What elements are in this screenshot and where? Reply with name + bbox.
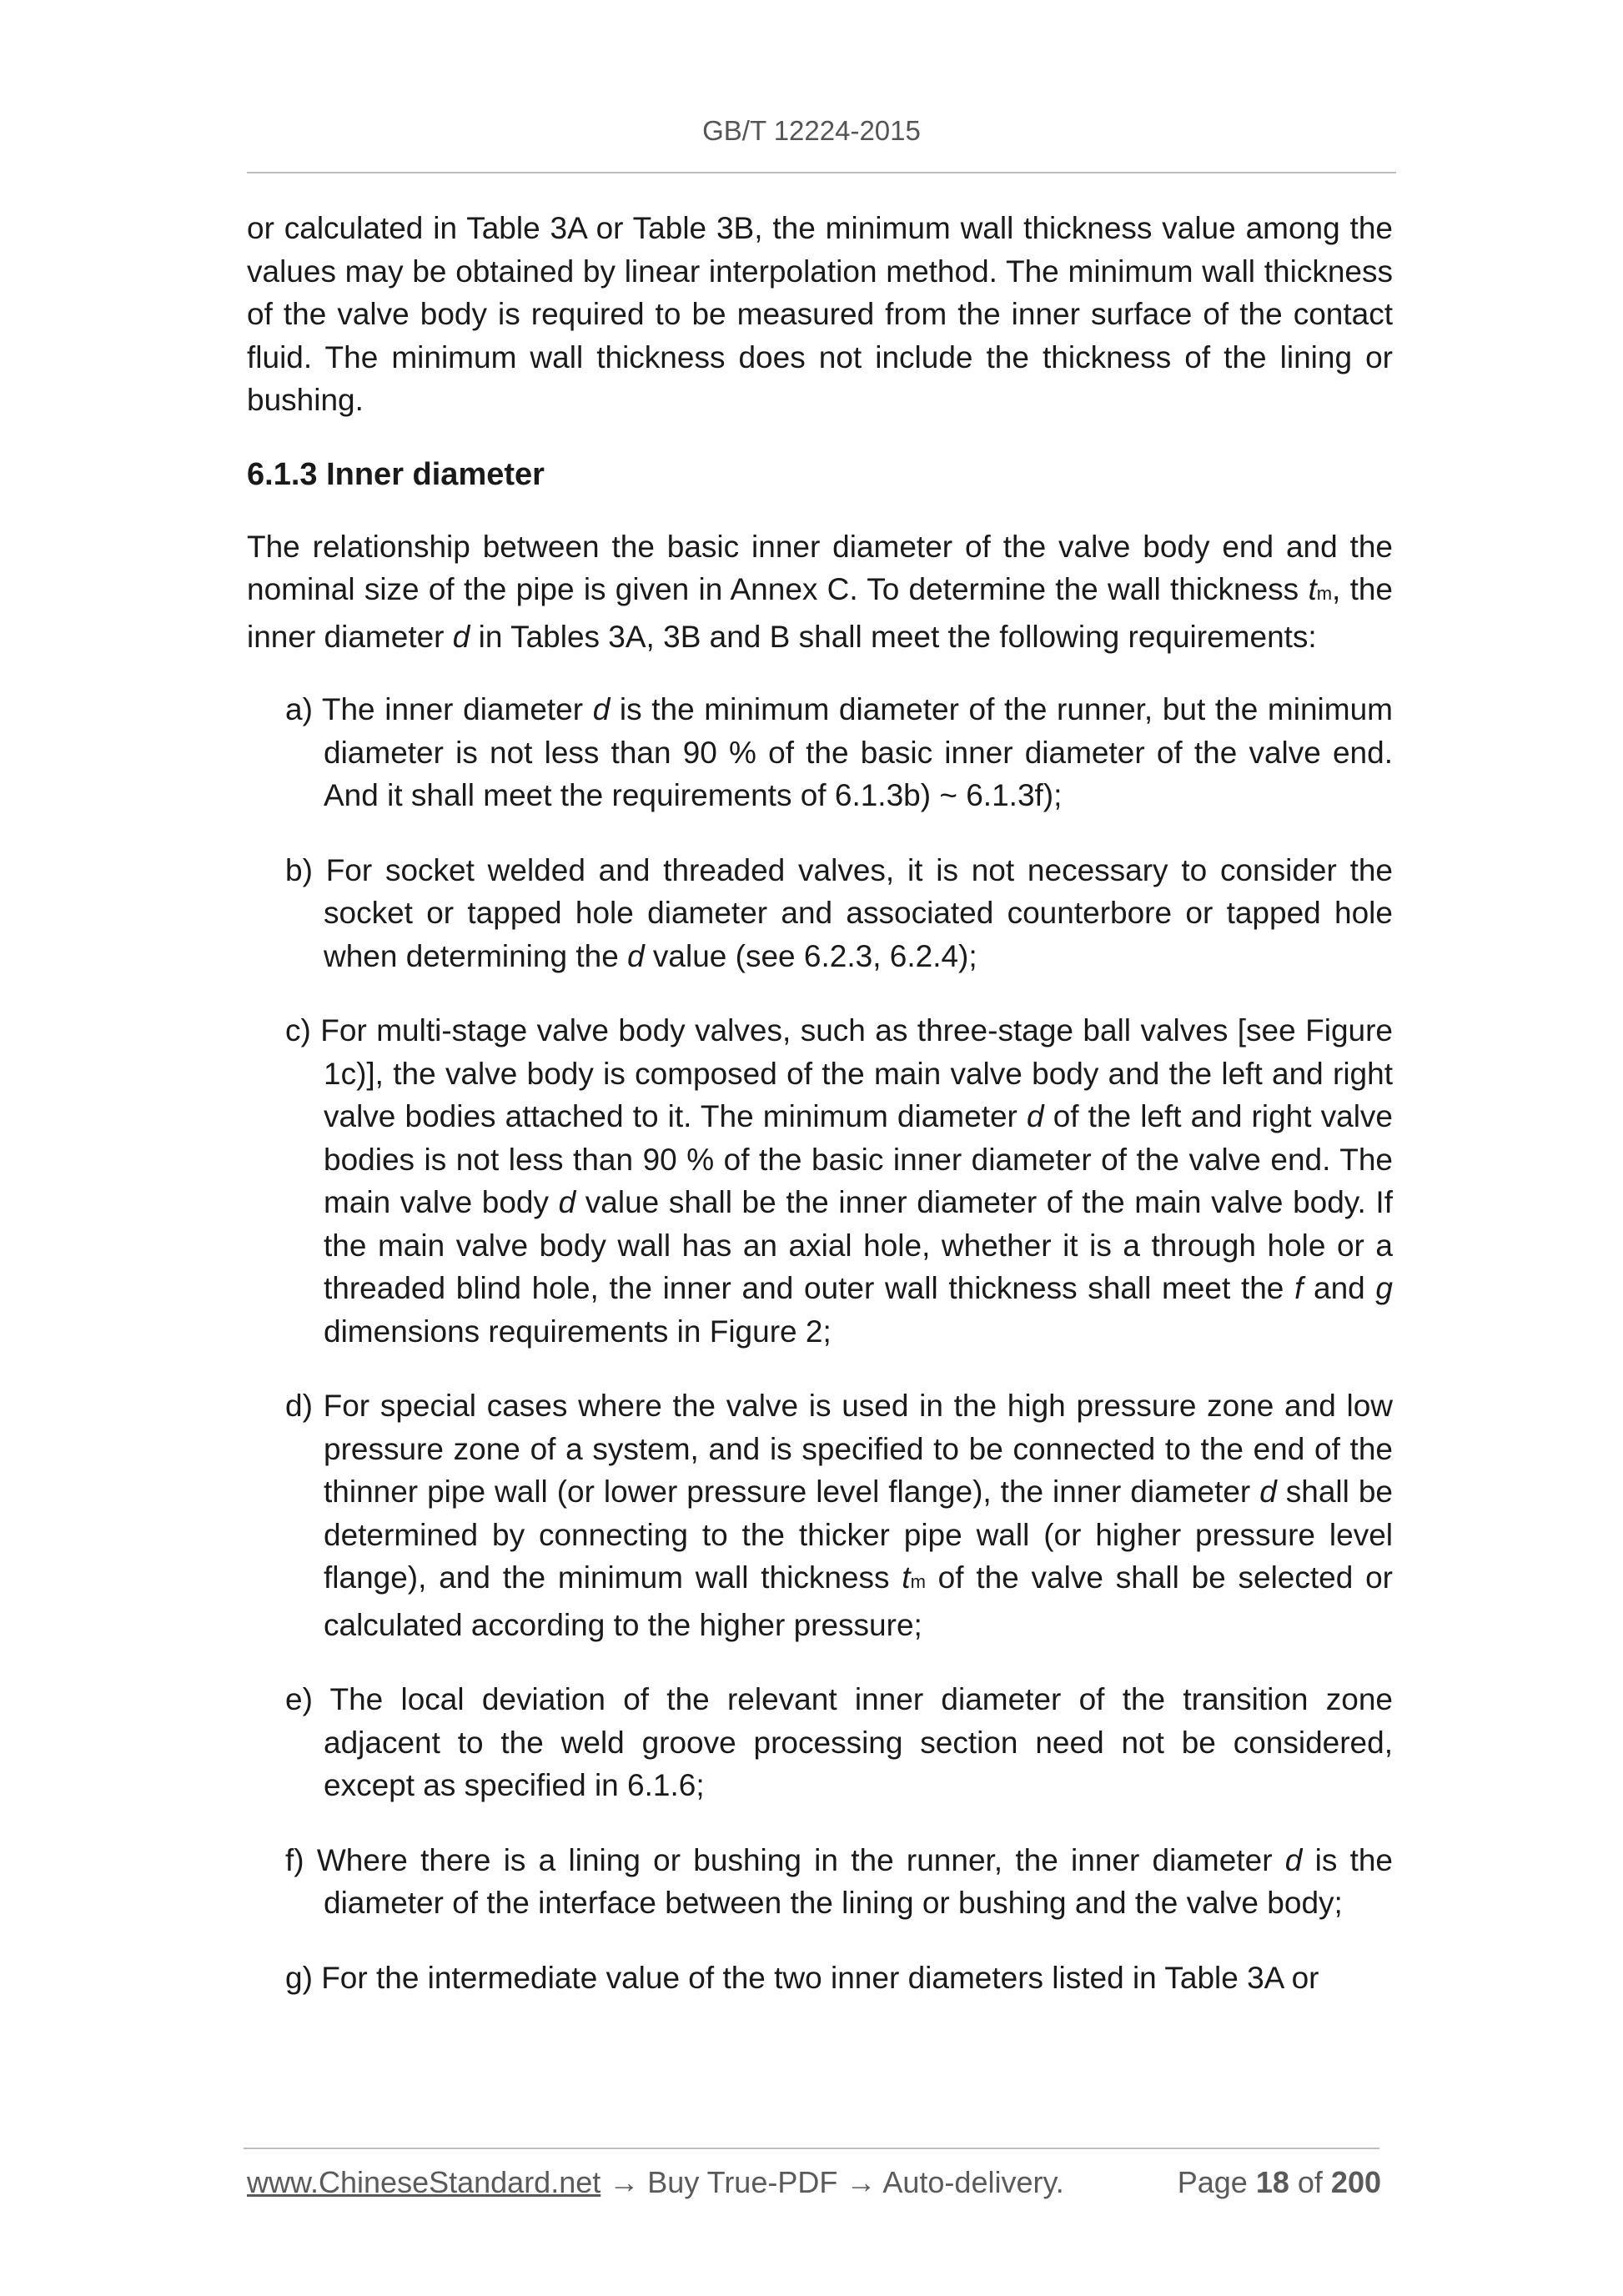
item-label: g) [285,1960,313,1995]
list-item-e [285,1678,1393,1807]
g-symbol: g [1375,1271,1393,1305]
intro-paragraph: or calculated in Table 3A or Table 3B, the minimum wall thickness value among the values may be obtained by linear interpolation method. The minimum wall thickness of the valve body is required to be measured from the inner surface of the contact fluid. The minimum wall thickness does not include the thickness of the lining or bushing. [247,211,1393,417]
text-run: , the inner diameter [247,572,1394,654]
text-run: For socket welded and threaded valves, it is not necessary to consider the socket or tapped hole diameter and associated counterbore or tapped hole when determining the [324,852,1394,973]
document-id: GB/T 12224-2015 [702,115,921,146]
total-pages: 200 [1330,2165,1381,2199]
t-symbol: t [1308,572,1317,606]
text-run: shall be determined by connecting to the thicker pipe wall (or higher pressure level flange), and the minimum wall thickness [324,1475,1393,1595]
m-subscript: m [1316,583,1333,604]
d-symbol: d [627,938,645,973]
list-item-d [285,1384,1393,1646]
text-run: For special cases where the valve is used in the high pressure zone and low pressure zone of a system, and is specified to be connected to the end of the thinner pipe wall (or lower pressure level flange), the inner diameter [323,1389,1393,1509]
requirements-list [247,688,1393,1999]
m-subscript: m [910,1571,926,1592]
item-label: f) [285,1842,304,1877]
d-symbol: d [558,1185,576,1219]
buy-text: Buy True-PDF [647,2165,838,2199]
d-symbol: d [452,619,470,654]
text-run: Where there is a lining or bushing in the runner, the inner diameter [316,1842,1285,1877]
text-run: in Tables 3A, 3B and B shall meet the following requirements: [470,619,1317,654]
page-label: Page [1177,2165,1248,2199]
text-run: The local deviation of the relevant inner diameter of the transition zone adjacent to the weld groove processing section need not be considered, except as specified in 6.1.6; [324,1682,1393,1802]
item-label: b) [285,852,313,887]
text-run: The inner diameter [321,692,593,726]
text-run: of the left and right valve bodies is not less than 90 % of the basic inner diameter of the valve end. The main valve body [324,1099,1393,1219]
page-number [1178,2165,1381,2200]
f-symbol: f [1294,1271,1304,1305]
website-link[interactable]: www.ChineseStandard.net [247,2165,601,2199]
auto-delivery-text: Auto-delivery. [882,2165,1064,2199]
footer-promo [247,2165,1064,2200]
text-run: The relationship between the basic inner diameter of the valve body end and the nominal size of the pipe is given in Annex C. To determine the wall thickness [247,529,1393,606]
page-body [247,207,1393,2031]
header-divider [247,172,1396,173]
t-symbol: t [902,1560,911,1595]
section-paragraph [247,525,1393,659]
arrow-icon: → [846,2165,877,2199]
text-run: is the minimum diameter of the runner, but the minimum diameter is not less than 90 % of the basic inner diameter of the valve end. And it shall meet the requirements of 6.1.3b) ~ 6.1.3f); [324,692,1393,812]
text-run: For the intermediate value of the two inner diameters listed in Table 3A or [321,1960,1319,1995]
list-item-f [285,1839,1393,1925]
current-page: 18 [1255,2165,1289,2199]
item-label: e) [285,1682,313,1716]
text-run: For multi-stage valve body valves, such as three-stage ball valves [see Figure 1c)], the valve body is composed of the main valve body and the left and right valve bodies attached to it. The minimum diameter [320,1013,1394,1133]
footer-divider [244,2148,1379,2149]
d-symbol: d [1027,1099,1044,1133]
d-symbol: d [1284,1842,1303,1877]
text-run: of the valve shall be selected or calculated according to the higher pressure; [324,1560,1393,1642]
text-run: value shall be the inner diameter of the main valve body. If the main valve body wall has an axial hole, whether it is a through hole or a threaded blind hole, the inner and outer wall thickness shall meet the [324,1185,1393,1305]
arrow-icon: → [609,2165,640,2199]
text-run: and [1303,1271,1376,1305]
section-heading: 6.1.3 Inner diameter [247,456,545,492]
list-item-g [285,1957,1393,2000]
document-header [0,115,1623,147]
page-footer [247,2165,1381,2207]
d-symbol: d [1259,1475,1277,1509]
list-item-c [285,1009,1393,1353]
list-item-a [285,688,1393,817]
of-label: of [1297,2165,1323,2199]
d-symbol: d [592,692,611,726]
list-item-b [285,849,1393,978]
text-run: dimensions requirements in Figure 2; [324,1314,832,1349]
item-label: d) [285,1389,313,1423]
text-run: value (see 6.2.3, 6.2.4); [644,938,977,973]
item-label: a) [285,692,313,726]
item-label: c) [285,1013,311,1048]
text-run: is the diameter of the interface between the lining or bushing and the valve body; [324,1842,1394,1920]
